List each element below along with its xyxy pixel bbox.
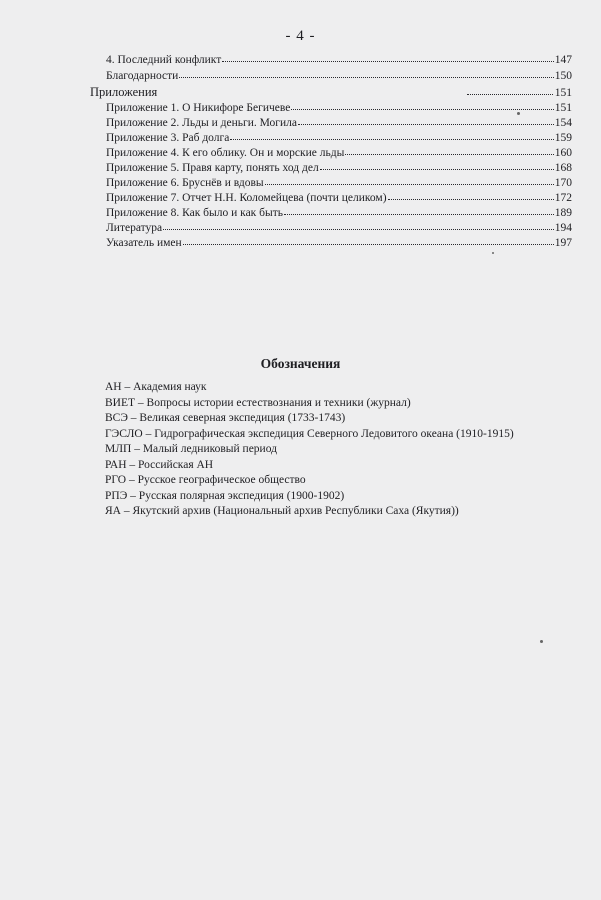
toc-section-label: Приложения [90,85,158,99]
toc-entry-label: Благодарности [106,70,179,82]
toc-entry-label: Приложение 7. Отчет Н.Н. Коломейцева (почти целиком) [106,192,387,204]
toc-leader-dots [345,144,553,155]
toc-leader-dots [284,204,554,215]
toc-entry-page: 159 [554,132,572,144]
toc-leader-dots [467,84,553,95]
toc-entry-page: 150 [554,70,572,82]
toc-leader-dots [291,99,553,110]
toc-leader-dots [265,174,554,185]
toc-entry [106,205,572,220]
toc-entry-label: Приложение 5. Правя карту, понять ход дел [106,162,319,174]
toc-leader-dots [388,189,554,200]
toc-entry [106,52,572,67]
toc-entry-page: 189 [554,207,572,219]
toc-entry [106,100,572,115]
toc-entry-label: Приложение 1. О Никифоре Бегичеве [106,102,291,114]
abbreviation-item: РАН – Российская АН [105,458,214,471]
toc-entry-label: Приложение 2. Льды и деньги. Могила [106,117,298,129]
toc-entry-label: Литература [106,222,163,234]
toc-entry [106,68,572,83]
toc-entry-page: 197 [554,237,572,249]
toc-entry-page: 194 [554,222,572,234]
toc-leader-dots [163,219,554,230]
toc-entry [106,220,572,235]
toc-entry-page: 170 [554,177,572,189]
print-speck [517,112,520,115]
toc-leader-dots [222,51,553,62]
toc-entry-label: 4. Последний конфликт [106,54,222,66]
abbreviation-item: ВСЭ – Великая северная экспедиция (1733-1743) [105,412,346,424]
toc-leader-dots [183,234,554,245]
print-speck [540,640,543,643]
abbreviation-item: ЯА – Якутский архив (Национальный архив Республики Саха (Якутия)) [105,505,459,517]
toc-section-page: 151 [554,87,572,99]
toc-entry-label: Приложение 3. Раб долга [106,132,230,144]
toc-section [90,85,572,100]
toc-entry-label: Приложение 6. Бруснёв и вдовы [106,177,264,189]
toc-entry [106,235,572,250]
toc-entry-page: 147 [554,54,572,66]
toc-leader-dots [298,114,554,125]
abbreviation-item: ГЭСЛО – Гидрографическая экспедиция Северного Ледовитого океана (1910-1915) [105,427,514,440]
toc-entry-page: 154 [554,117,572,129]
toc-entry [106,145,572,160]
toc-leader-dots [230,129,553,140]
toc-entry [106,190,572,205]
print-speck [492,252,494,254]
toc-leader-dots [320,159,554,170]
toc-entry-label: Приложение 8. Как было и как быть [106,207,283,219]
toc-entry [106,130,572,145]
toc-entry [106,160,572,175]
toc-entry-page: 172 [554,192,572,204]
toc-entry [106,175,572,190]
abbreviation-item: АН – Академия наук [105,381,207,393]
abbreviation-item: РГО – Русское географическое общество [105,474,306,486]
abbreviation-item: ВИЕТ – Вопросы истории естествознания и техники (журнал) [105,396,411,409]
toc-entry-page: 168 [554,162,572,174]
abbreviation-item: РПЭ – Русская полярная экспедиция (1900-1902) [105,489,345,502]
abbreviations-heading: Обозначения [260,356,341,371]
toc-entry-page: 160 [554,147,572,159]
toc-entry [106,115,572,130]
toc-entry-label: Приложение 4. К его облику. Он и морские льды [106,147,345,159]
abbreviations-list [105,380,514,520]
toc-entry-page: 151 [554,102,572,114]
page-number: - 4 - [285,28,316,44]
abbreviation-item: МЛП – Малый ледниковый период [105,443,277,455]
toc-leader-dots [179,67,553,78]
toc-entry-label: Указатель имен [106,237,182,249]
